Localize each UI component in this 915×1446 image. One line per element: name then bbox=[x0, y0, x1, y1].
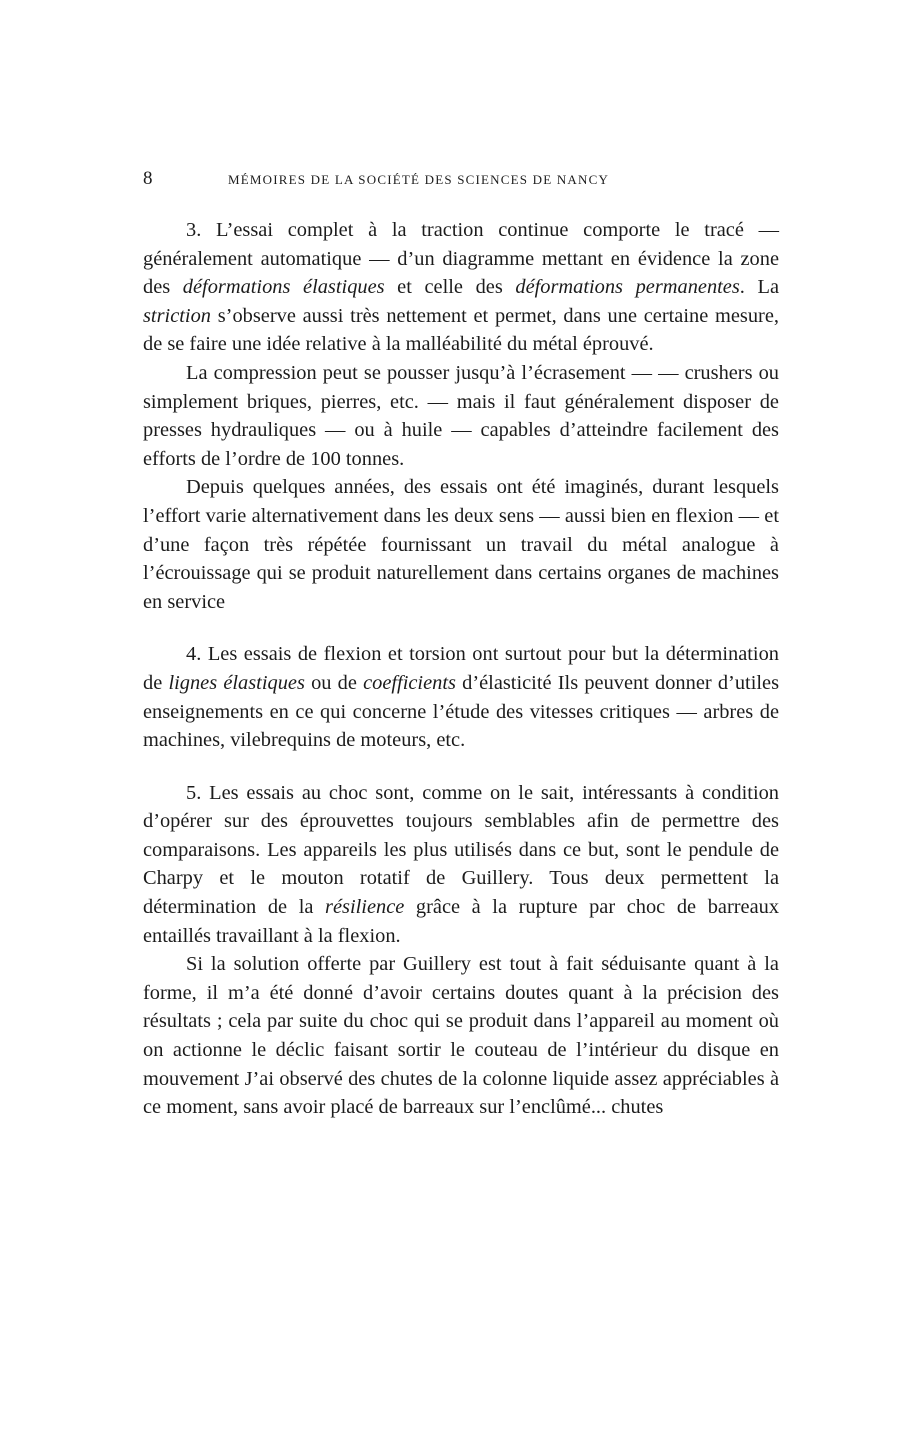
text-run: s’observe aussi très nettement et permet, dans une certaine mesure, de se faire une idée relative à la malléabilité du métal éprouvé. bbox=[143, 304, 779, 356]
text-run: 4. Les essais de flexion et torsion ont surtout pour but la détermination de bbox=[143, 643, 779, 694]
italic-term: déformations élastiques bbox=[182, 276, 385, 299]
book-page bbox=[143, 168, 779, 1122]
text-run: 5. Les essais au choc sont, comme on le sait, intéressants à condition d’opérer sur des éprouvettes toujours semblables afin de permettre des comparaisons. Les appareils les plus utilisés dans ce but, sont le pendule de Charpy et le mouton rotatif de Guillery. Tous deux permettent la détermination de la bbox=[143, 781, 779, 919]
text-run: . La bbox=[739, 276, 780, 299]
body-text bbox=[143, 216, 779, 1122]
page-number: 8 bbox=[143, 168, 153, 189]
italic-term: lignes élastiques bbox=[168, 671, 305, 694]
paragraph bbox=[143, 359, 779, 473]
text-run: et celle des bbox=[384, 276, 516, 299]
running-title: MÉMOIRES DE LA SOCIÉTÉ DES SCIENCES DE NANCY bbox=[228, 172, 610, 187]
text-run: d’élasticité Ils peuvent donner d’utiles enseignements en ce qui concerne l’étude des vitesses critiques — arbres de machines, vilebrequins de moteurs, etc. bbox=[143, 671, 780, 752]
paragraph bbox=[143, 950, 779, 1122]
text-run: Depuis quelques années, des essais ont été imaginés, durant lesquels l’effort varie alternativement dans les deux sens — aussi bien en flexion — et d’une façon très répétée fournissant un travail du métal analogue à l’écrouissage qui se produit naturellement dans certains organes de machines en service bbox=[143, 476, 779, 613]
text-run: La compression peut se pousser jusqu’à l’écrasement — — crushers ou simplement briques, pierres, etc. — mais il faut généralement disposer de presses hydrauliques — ou à huile — capables d’atteindre facilement des efforts de l’ordre de 100 tonnes. bbox=[143, 361, 779, 470]
italic-term: résilience bbox=[325, 896, 405, 919]
text-run: Si la solution offerte par Guillery est tout à fait séduisante quant à la forme, il m’a été donné d’avoir certains doutes quant à la précision des résultats ; cela par suite du choc qui se produit dans l’appareil au moment où on actionne le déclic faisant sortir le couteau de l’intérieur du disque en mouvement J’ai observé des chutes de la colonne liquide assez appréciables à ce moment, sans avoir placé de barreaux sur l’enclûmé... chutes bbox=[143, 953, 779, 1119]
text-run: ou de bbox=[304, 671, 364, 694]
italic-term: coefficients bbox=[363, 671, 456, 694]
paragraph bbox=[143, 473, 779, 616]
italic-term: striction bbox=[143, 304, 211, 327]
text-run: grâce à la rupture par choc de barreaux entaillés travaillant à la flexion. bbox=[143, 896, 780, 947]
paragraph-gap bbox=[143, 755, 779, 779]
text-run: 3. L’essai complet à la traction continue comporte le tracé — généralement automatique — d’un diagramme mettant en évidence la zone des bbox=[143, 219, 779, 299]
paragraph bbox=[143, 640, 779, 754]
paragraph-gap bbox=[143, 616, 779, 640]
paragraph bbox=[143, 779, 779, 951]
paragraph bbox=[143, 216, 779, 359]
italic-term: déformations permanentes bbox=[515, 276, 740, 299]
running-head bbox=[143, 168, 779, 198]
